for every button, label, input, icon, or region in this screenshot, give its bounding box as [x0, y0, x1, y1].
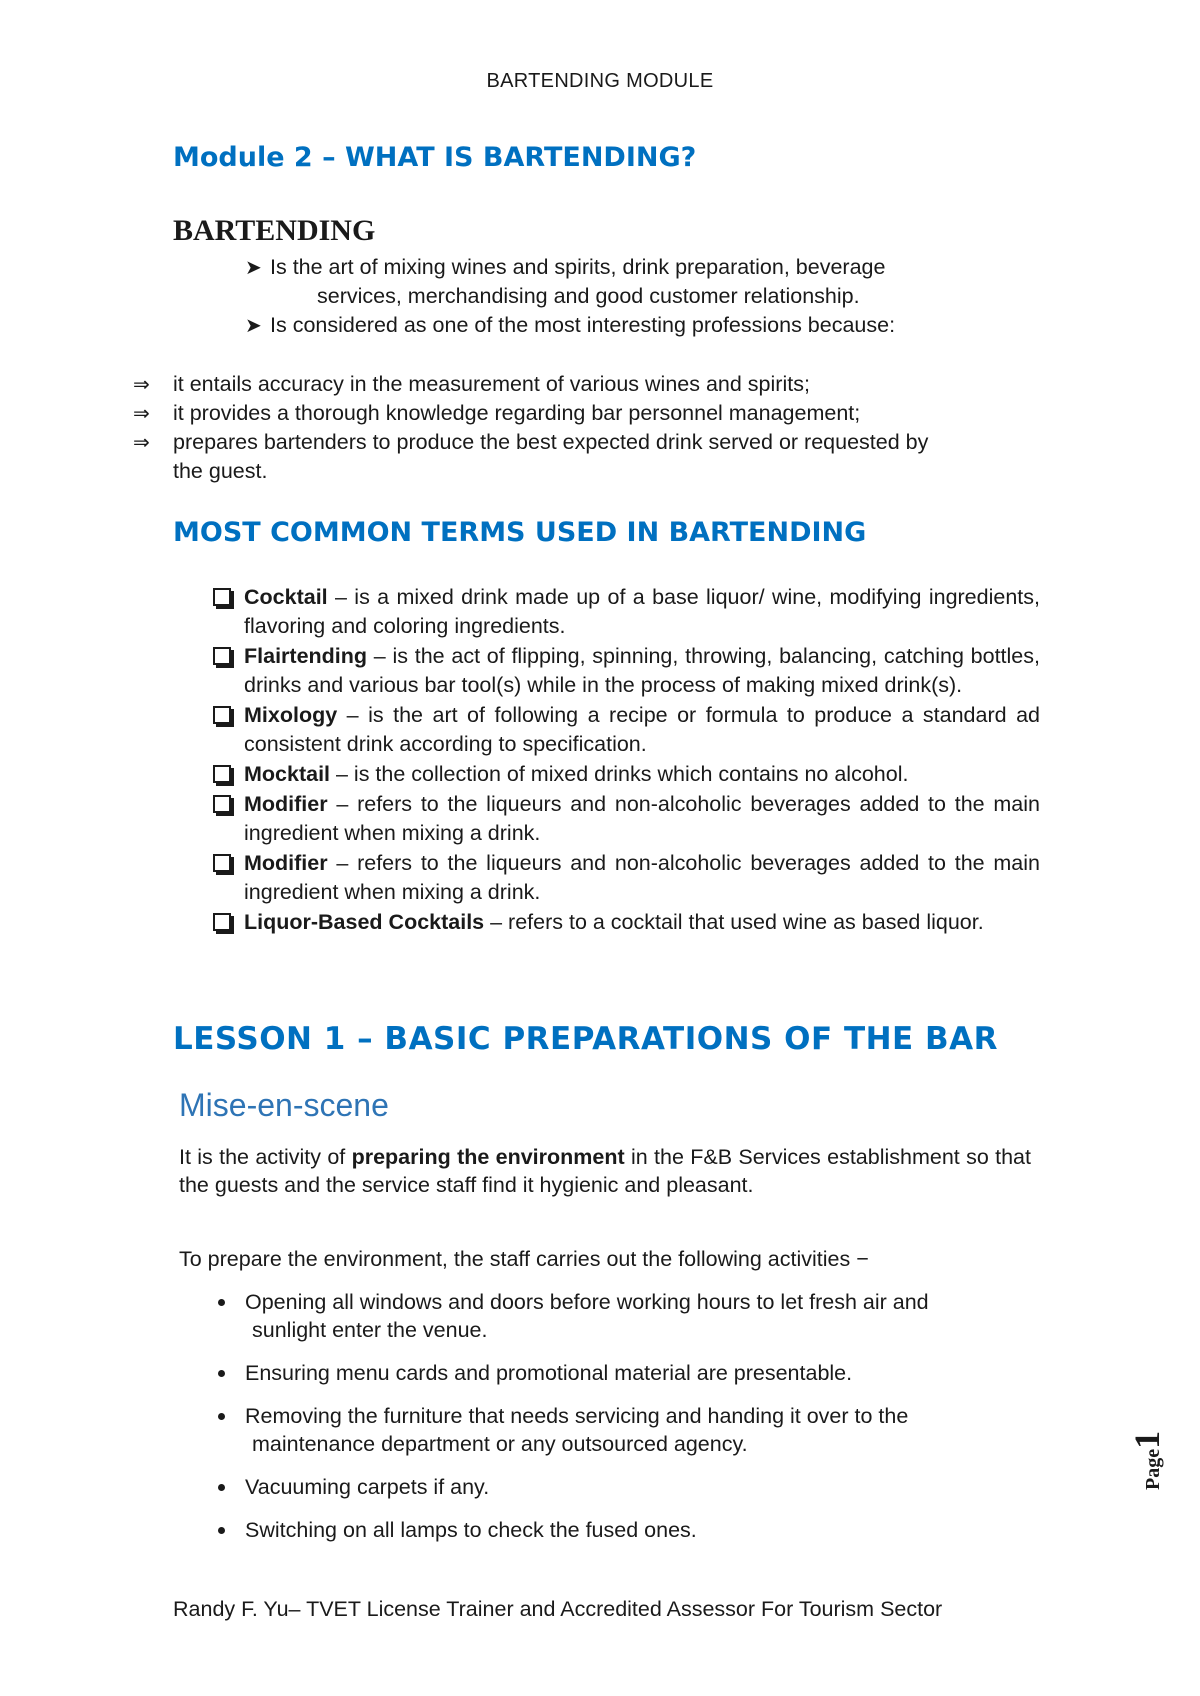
terms-heading: MOST COMMON TERMS USED IN BARTENDING — [173, 517, 867, 548]
checkbox-icon — [213, 913, 231, 931]
chevron-icon: ➤ — [245, 313, 262, 337]
term-description: – is the collection of mixed drinks which contains no alcohol. — [330, 762, 909, 786]
bullet-icon — [218, 1527, 225, 1534]
definition-line: Is considered as one of the most interesting professions because: — [270, 313, 896, 337]
page-number-marker — [1126, 1431, 1168, 1490]
term-description: – refers to a cocktail that used wine as based liquor. — [484, 910, 984, 934]
term-name: Modifier — [244, 851, 328, 875]
page-header: BARTENDING MODULE — [486, 70, 714, 92]
checkbox-icon — [213, 706, 231, 724]
term-item — [210, 701, 1040, 759]
activity-continuation: maintenance department or any outsourced agency. — [252, 1432, 748, 1456]
page-label: Page — [1142, 1448, 1164, 1490]
activity-line: Vacuuming carpets if any. — [245, 1475, 490, 1499]
terms-list — [210, 583, 1040, 938]
reason-line: it provides a thorough knowledge regarding bar personnel management; — [173, 401, 861, 425]
reason-item — [133, 370, 1045, 399]
reasons-list — [133, 370, 1045, 486]
activity-item — [215, 1473, 1035, 1501]
definition-continuation: services, merchandising and good customer relationship. — [317, 284, 860, 308]
bullet-icon — [218, 1484, 225, 1491]
double-arrow-icon: ⇒ — [133, 430, 150, 454]
mise-en-scene-heading: Mise-en-scene — [179, 1087, 389, 1123]
term-name: Modifier — [244, 792, 328, 816]
term-item — [210, 908, 1040, 937]
term-item — [210, 790, 1040, 848]
term-description: – is a mixed drink made up of a base liquor/ wine, modifying ingredients, flavoring and coloring ingredients. — [244, 585, 1040, 638]
page-footer: Randy F. Yu– TVET License Trainer and Accredited Assessor For Tourism Sector — [173, 1597, 943, 1621]
double-arrow-icon: ⇒ — [133, 401, 150, 425]
definition-list — [245, 253, 1005, 340]
bartending-heading: BARTENDING — [173, 214, 376, 247]
bullet-icon — [218, 1413, 225, 1420]
checkbox-icon — [213, 854, 231, 872]
term-description: – refers to the liqueurs and non-alcoholic beverages added to the main ingredient when mixing a drink. — [244, 792, 1040, 845]
page-number: 1 — [1127, 1430, 1167, 1449]
reason-line: it entails accuracy in the measurement of various wines and spirits; — [173, 372, 810, 396]
chevron-icon: ➤ — [245, 255, 262, 279]
term-item — [210, 642, 1040, 700]
bullet-icon — [218, 1299, 225, 1306]
activity-continuation: sunlight enter the venue. — [252, 1318, 488, 1342]
reason-item — [133, 399, 1045, 428]
activity-item — [215, 1288, 1035, 1344]
term-item — [210, 849, 1040, 907]
term-name: Liquor-Based Cocktails — [244, 910, 485, 934]
reason-item — [133, 428, 1045, 457]
activity-item — [215, 1359, 1035, 1387]
term-name: Cocktail — [244, 585, 328, 609]
activity-line: Removing the furniture that needs servicing and handing it over to the — [245, 1404, 909, 1428]
definition-item — [245, 311, 1005, 340]
term-item — [210, 583, 1040, 641]
bullet-icon — [218, 1370, 225, 1377]
mise-en-scene-paragraph — [179, 1143, 1031, 1199]
module-title: Module 2 – WHAT IS BARTENDING? — [173, 142, 697, 173]
checkbox-icon — [213, 588, 231, 606]
term-description: – is the act of flipping, spinning, throwing, balancing, catching bottles, drinks and various bar tool(s) while in the process of making mixed drink(s). — [244, 644, 1040, 697]
term-item — [210, 760, 1040, 789]
paragraph-text: in the F&B Services establishment so that the guests and the service staff find it hygienic and pleasant. — [179, 1145, 1031, 1197]
checkbox-icon — [213, 765, 231, 783]
activities-list — [215, 1288, 1035, 1559]
checkbox-icon — [213, 647, 231, 665]
checkbox-icon — [213, 795, 231, 813]
paragraph-text: It is the activity of — [179, 1145, 352, 1169]
term-description: – refers to the liqueurs and non-alcoholic beverages added to the main ingredient when mixing a drink. — [244, 851, 1040, 904]
term-name: Mocktail — [244, 762, 331, 786]
lesson-heading: LESSON 1 – BASIC PREPARATIONS OF THE BAR — [173, 1021, 999, 1057]
activity-item — [215, 1402, 1035, 1458]
term-name: Flairtending — [244, 644, 368, 668]
paragraph-emphasis: preparing the environment — [351, 1145, 625, 1169]
activity-item — [215, 1516, 1035, 1544]
reason-line: prepares bartenders to produce the best expected drink served or requested by — [173, 430, 929, 454]
activity-line: Opening all windows and doors before working hours to let fresh air and — [245, 1290, 929, 1314]
term-name: Mixology — [244, 703, 338, 727]
term-description: – is the art of following a recipe or formula to produce a standard ad consistent drink according to specification. — [244, 703, 1040, 756]
reason-continuation: the guest. — [173, 459, 268, 483]
double-arrow-icon: ⇒ — [133, 372, 150, 396]
definition-item — [245, 253, 1005, 282]
activity-line: Ensuring menu cards and promotional material are presentable. — [245, 1361, 853, 1385]
activities-intro: To prepare the environment, the staff carries out the following activities − — [179, 1247, 869, 1271]
activity-line: Switching on all lamps to check the fused ones. — [245, 1518, 697, 1542]
definition-line: Is the art of mixing wines and spirits, drink preparation, beverage — [270, 255, 886, 279]
